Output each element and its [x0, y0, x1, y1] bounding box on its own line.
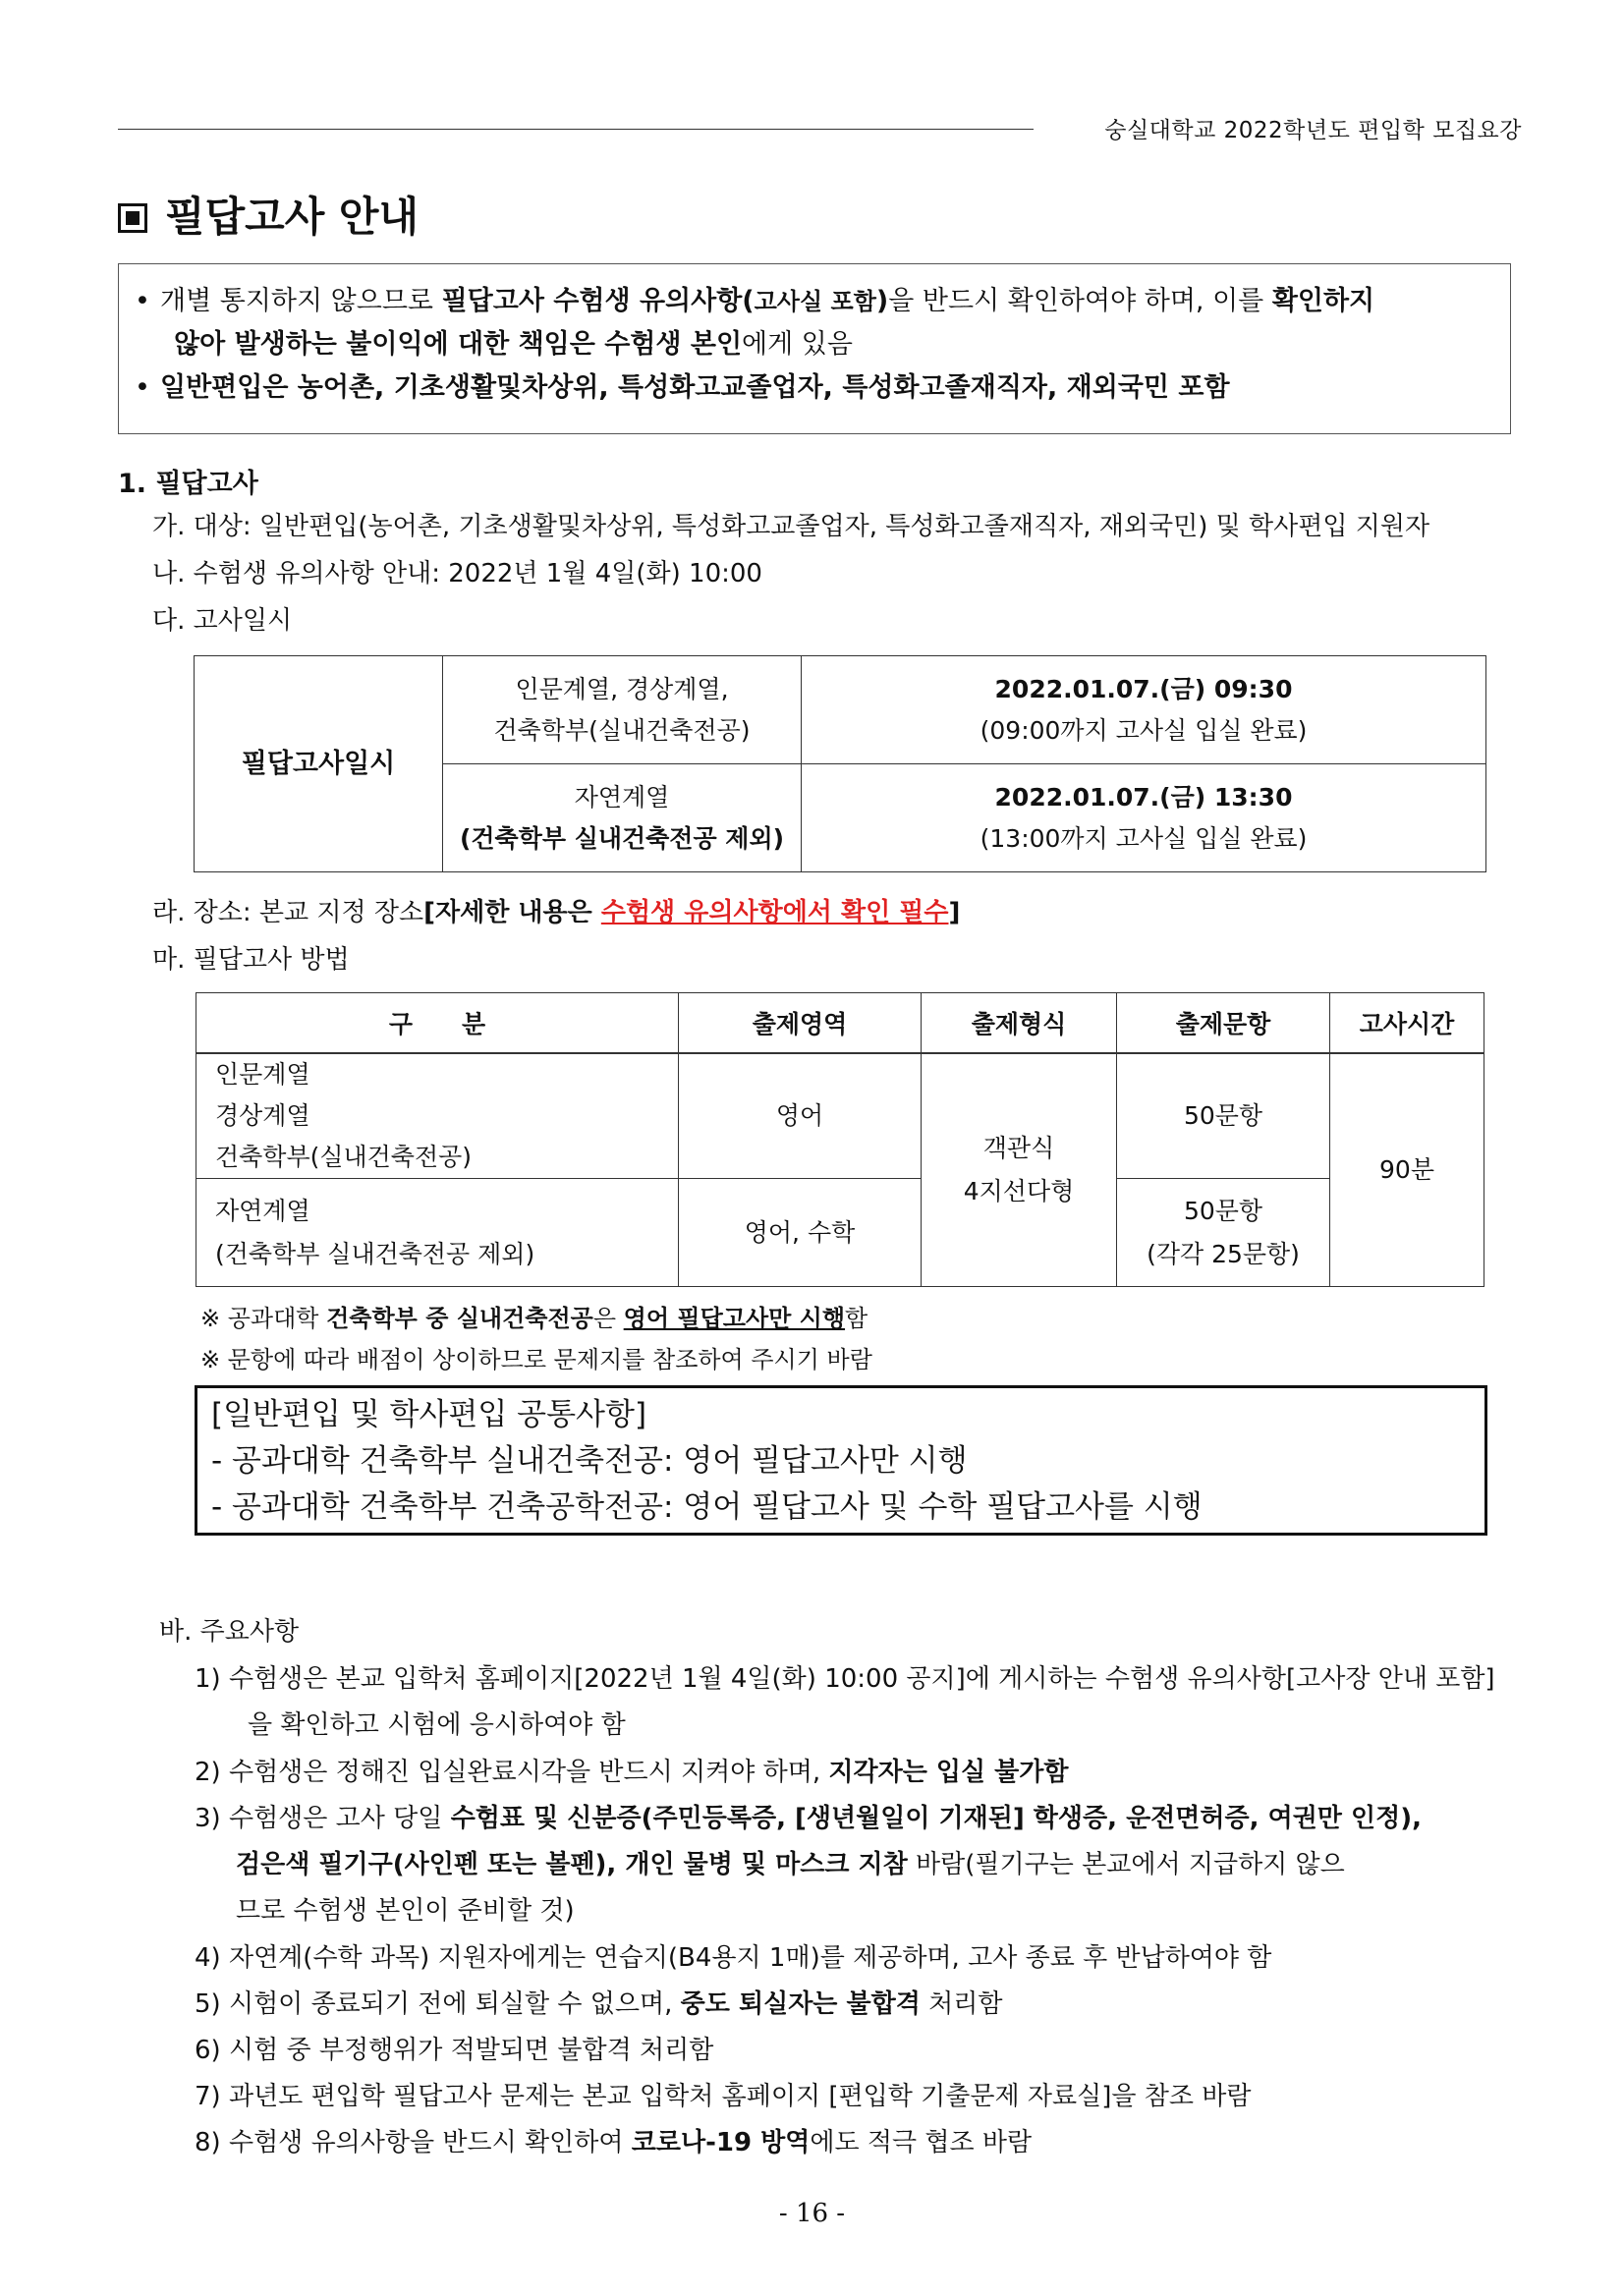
rule-1-cont: 을 확인하고 시험에 응시하여야 함 [248, 1710, 626, 1740]
area-cell: 영어 [679, 1053, 922, 1179]
items-cell: 50문항 (각각 25문항) [1117, 1179, 1330, 1287]
page-title-text: 필답고사 안내 [165, 193, 420, 241]
exam-time-cell: 2022.01.07.(금) 09:30 (09:00까지 고사실 입실 완료) [802, 656, 1486, 764]
note-2: ※ 문항에 따라 배점이 상이하므로 문제지를 참조하여 주시기 바람 [200, 1346, 872, 1373]
item-ba: 바. 주요사항 [159, 1617, 300, 1647]
items-cell: 50문항 [1117, 1053, 1330, 1179]
col-header: 출제영역 [679, 993, 922, 1054]
notice-line-3: • 일반편입은 농어촌, 기초생활및차상위, 특성화고교졸업자, 특성화고졸재직자, 재외국민 포함 [135, 366, 1496, 410]
exam-method-table [196, 992, 1484, 1287]
time-cell: 90분 [1330, 1053, 1484, 1287]
rule-1: 1) 수험생은 본교 입학처 홈페이지[2022년 1월 4일(화) 10:00 공지]에 게시하는 수험생 유의사항[고사장 안내 포함] [195, 1664, 1495, 1694]
format-cell: 객관식 4지선다형 [922, 1053, 1117, 1287]
notice-box [118, 263, 1511, 434]
item-ma: 마. 필답고사 방법 [152, 945, 350, 975]
notice-line-1: • 개별 통지하지 않으므로 필답고사 수험생 유의사항(고사실 포함)을 반드시 확인하여야 하며, 이를 확인하지 [135, 280, 1496, 323]
area-cell: 영어, 수학 [679, 1179, 922, 1287]
division-cell: 인문계열 경상계열 건축학부(실내건축전공) [196, 1053, 679, 1179]
col-header: 고사시간 [1330, 993, 1484, 1054]
rule-2: 2) 수험생은 정해진 입실완료시각을 반드시 지켜야 하며, 지각자는 입실 불가함 [195, 1758, 1069, 1787]
bullet-icon: • [135, 372, 150, 403]
exam-group-cell: 인문계열, 경상계열, 건축학부(실내건축전공) [443, 656, 802, 764]
col-header: 구 분 [196, 993, 679, 1054]
item-na: 나. 수험생 유의사항 안내: 2022년 1월 4일(화) 10:00 [152, 559, 762, 588]
rule-3-cont: 검은색 필기구(사인펜 또는 볼펜), 개인 물병 및 마스크 지참 바람(필기구는 본교에서 지급하지 않으 [236, 1850, 1345, 1879]
rule-7: 7) 과년도 편입학 필답고사 문제는 본교 입학처 홈페이지 [편입학 기출문제 자료실]을 참조 바람 [195, 2082, 1252, 2111]
exam-time-cell: 2022.01.07.(금) 13:30 (13:00까지 고사실 입실 완료) [802, 764, 1486, 872]
exam-schedule-table [194, 655, 1486, 872]
rule-3: 3) 수험생은 고사 당일 수험표 및 신분증(주민등록증, [생년월일이 기재된] 학생증, 운전면허증, 여권만 인정), [195, 1804, 1422, 1833]
rule-3-cont: 므로 수험생 본인이 준비할 것) [236, 1896, 575, 1926]
rule-8: 8) 수험생 유의사항을 반드시 확인하여 코로나-19 방역에도 적극 협조 바람 [195, 2128, 1033, 2157]
rule-4: 4) 자연계(수학 과목) 지원자에게는 연습지(B4용지 1매)를 제공하며, 고사 종료 후 반납하여야 함 [195, 1943, 1272, 1973]
item-ga: 가. 대상: 일반편입(농어촌, 기초생활및차상위, 특성화고교졸업자, 특성화고졸재직자, 재외국민) 및 학사편입 지원자 [152, 512, 1430, 541]
division-cell: 자연계열 (건축학부 실내건축전공 제외) [196, 1179, 679, 1287]
notice-line-2: 않아 발생하는 불이익에 대한 책임은 수험생 본인에게 있음 [174, 329, 853, 360]
col-header: 출제문항 [1117, 993, 1330, 1054]
exam-label-cell: 필답고사일시 [195, 656, 443, 872]
section-heading: 1. 필답고사 [118, 469, 258, 499]
page-number: - 16 - [778, 2199, 846, 2228]
header-rule [118, 129, 1034, 130]
exam-group-cell: 자연계열 (건축학부 실내건축전공 제외) [443, 764, 802, 872]
square-bullet-icon [118, 203, 147, 233]
bullet-icon: • [135, 286, 150, 316]
common-line: - 공과대학 건축학부 실내건축전공: 영어 필답고사만 시행 [211, 1443, 968, 1479]
common-line: - 공과대학 건축학부 건축공학전공: 영어 필답고사 및 수학 필답고사를 시행 [211, 1489, 1203, 1525]
rule-5: 5) 시험이 종료되기 전에 퇴실할 수 없으며, 중도 퇴실자는 불합격 처리함 [195, 1989, 1003, 2019]
item-da: 다. 고사일시 [152, 606, 293, 636]
note-1: ※ 공과대학 건축학부 중 실내건축전공은 영어 필답고사만 시행함 [200, 1305, 868, 1332]
common-notice-box [195, 1385, 1487, 1536]
page-title [118, 185, 419, 244]
running-header: 숭실대학교 2022학년도 편입학 모집요강 [1104, 118, 1522, 143]
col-header: 출제형식 [922, 993, 1117, 1054]
item-ra: 라. 장소: 본교 지정 장소[자세한 내용은 수험생 유의사항에서 확인 필수] [152, 898, 961, 927]
rule-6: 6) 시험 중 부정행위가 적발되면 불합격 처리함 [195, 2036, 714, 2065]
common-line: [일반편입 및 학사편입 공통사항] [211, 1397, 647, 1432]
